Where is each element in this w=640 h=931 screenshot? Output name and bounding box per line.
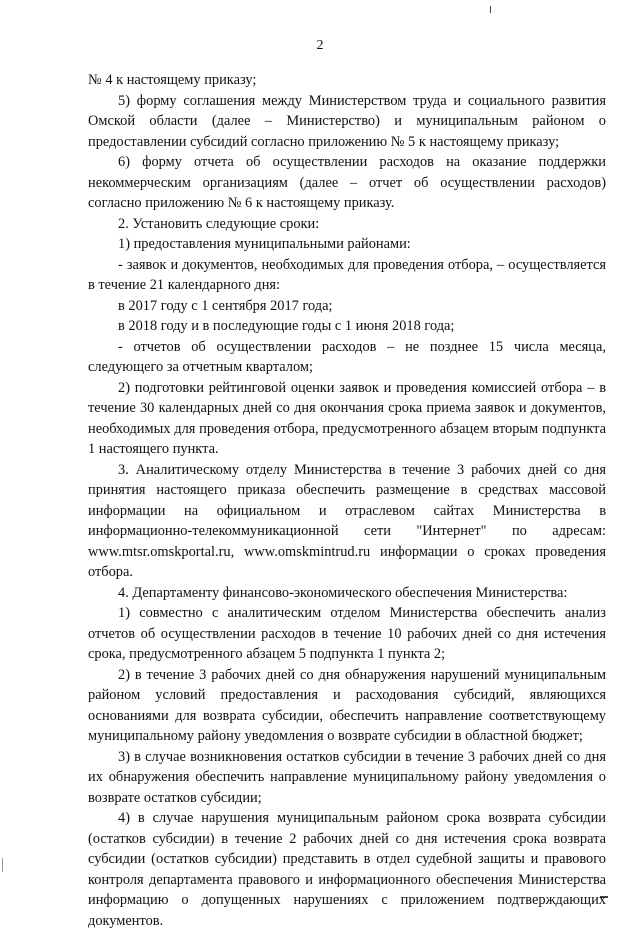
paragraph: № 4 к настоящему приказу; — [88, 72, 257, 88]
paragraph: 1) совместно с аналитическим отделом Министерства обеспечить анализ отчетов об осуществлении расходов в течение 10 рабочих дней со дня истечения срока, предусмотренного абзацем 5 подпункта 1 пункта 2; — [88, 605, 606, 662]
paragraph: 4. Департаменту финансово-экономического обеспечения Министерства: — [118, 584, 568, 601]
paragraph: 2. Установить следующие сроки: — [118, 215, 320, 232]
paragraph: 5) форму соглашения между Министерством труда и социального развития Омской области (далее – Министерство) и муниципальным районом о предоставлении субсидий согласно приложению № 5 к настоящему приказу; — [88, 92, 606, 150]
paragraph: 2) в течение 3 рабочих дней со дня обнаружения нарушений муниципальным районом условий предоставления и расходования субсидий, являющихся основаниями для возврата субсидии, обеспечить направление соответствующему муниципальному району уведомления о возврате субсидии в областной бюджет; — [88, 666, 606, 744]
paragraph: 1) предоставления муниципальными районами: — [118, 236, 411, 252]
paragraph: 3) в случае возникновения остатков субсидии в течение 3 рабочих дней со дня их обнаружения обеспечить направление муниципальному району уведомления о возврате остатков субсидии; — [88, 748, 606, 806]
scan-artifact-mark — [490, 6, 491, 13]
paragraph: - отчетов об осуществлении расходов – не позднее 15 числа месяца, следующего за отчетным кварталом; — [88, 338, 606, 375]
paragraph: в 2018 году и в последующие годы с 1 июня 2018 года; — [118, 318, 455, 334]
paragraph: 6) форму отчета об осуществлении расходов на оказание поддержки некоммерческим организациям (далее – отчет об осуществлении расходов) согласно приложению № 6 к настоящему приказу. — [88, 154, 606, 211]
paragraph: 4) в случае нарушения муниципальным районом срока возврата субсидии (остатков субсидии) в течение 2 рабочих дней со дня истечения срока возврата субсидии (остатков субсидии) представить в отдел судебной защиты и правового контроля департамента правового и информационного обеспечения Министерства информацию о допущенных нарушениях с приложением подтверждающих документов. — [88, 810, 606, 929]
document-body — [88, 70, 606, 931]
scan-artifact-mark — [2, 858, 3, 872]
page-number: 2 — [316, 38, 324, 53]
paragraph: - заявок и документов, необходимых для проведения отбора, – осуществляется в течение 21 календарного дня: — [88, 256, 606, 293]
paragraph: 2) подготовки рейтинговой оценки заявок и проведения комиссией отбора – в течение 30 календарных дней со дня окончания срока приема заявок и документов, необходимых для проведения отбора, предусмотренного абзацем вторым подпункта 1 настоящего пункта. — [88, 379, 606, 457]
paragraph: 3. Аналитическому отделу Министерства в течение 3 рабочих дней со дня принятия настоящего приказа обеспечить размещение в средствах массовой информации на официальном и отраслевом сайтах Министерства в информационно-телекоммуникационной сети "Интернет" по адресам: www.mtsr.omskportal.ru, www.omskmintrud.ru информации о сроках проведения отбора. — [88, 461, 606, 580]
paragraph: в 2017 году с 1 сентября 2017 года; — [118, 297, 333, 314]
